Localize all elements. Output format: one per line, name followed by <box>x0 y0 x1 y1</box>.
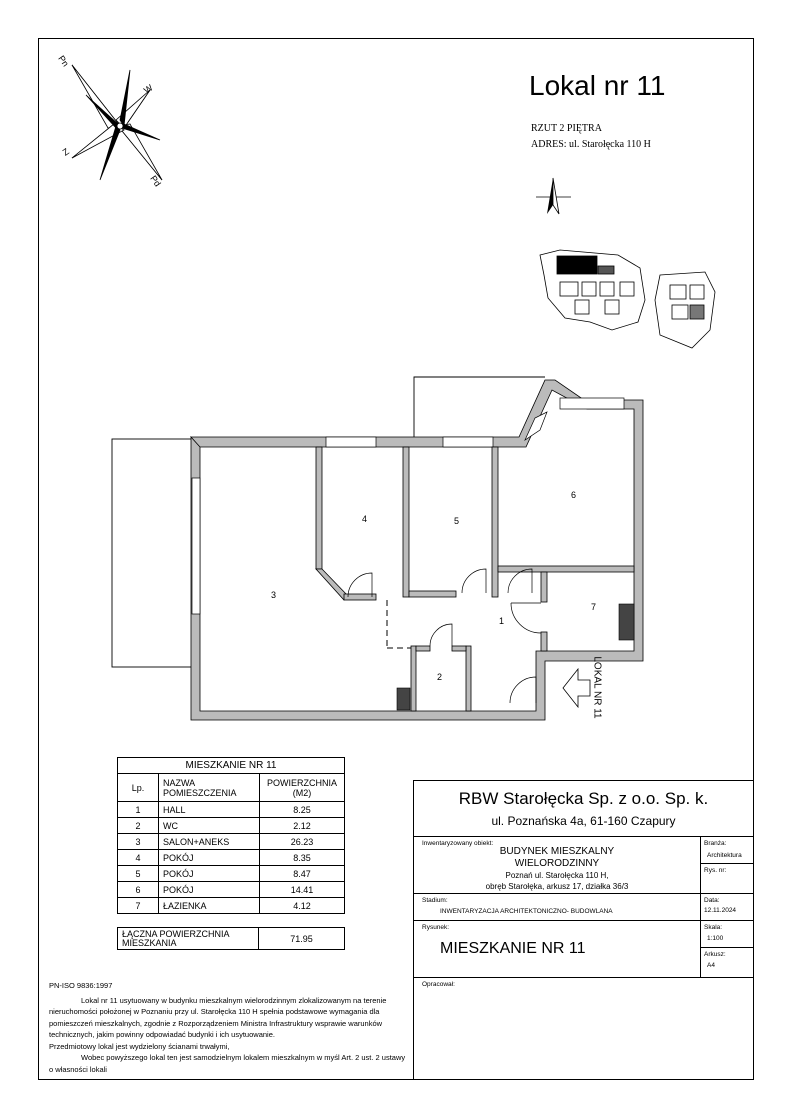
col-lp: Lp. <box>118 774 159 802</box>
compass-label-w: W <box>141 82 155 96</box>
note-paragraph-1: Lokal nr 11 usytuowany w budynku mieszkalnym wielorodzinnym zlokalizowanym na terenie nieruchomości położonej w Poznaniu przy ul. Starołęcka 110 H spełnia podstawowe wymagania dla pomieszczeń mieszkalnych, zgodnie z Rozporządzeniem Ministra Infrastruktury wsprawie warunków technicznych, jakim powinny odpowiadać budynki i ich usytuowanie. <box>49 995 387 1039</box>
compass-label-pd: Pd <box>148 173 163 189</box>
row-lp: 3 <box>118 834 159 850</box>
drawing-value: MIESZKANIE NR 11 <box>440 940 586 957</box>
row-lp: 6 <box>118 882 159 898</box>
object-line-3: Poznań ul. Starołęcka 110 H, <box>505 871 609 880</box>
scale-value: 1:100 <box>707 935 724 942</box>
title-block <box>413 780 754 1080</box>
room-number-5: 5 <box>454 516 460 526</box>
row-name: POKÓJ <box>159 866 260 882</box>
row-name: ŁAZIENKA <box>159 898 260 914</box>
compass-label-pn: Pn <box>56 53 71 69</box>
room-number-6: 6 <box>571 490 577 500</box>
room-number-2: 2 <box>437 672 443 682</box>
drawing-no-label: Rys. nr: <box>704 867 727 874</box>
room-table <box>117 757 345 914</box>
floor-plan <box>112 377 643 720</box>
row-lp: 4 <box>118 850 159 866</box>
room-number-4: 4 <box>362 514 368 524</box>
total-value: 71.95 <box>259 928 345 950</box>
row-name: POKÓJ <box>159 850 260 866</box>
branch-label: Branża: <box>704 840 727 847</box>
table-row <box>118 866 345 882</box>
entrance-label: LOKAL NR 11 <box>591 656 603 719</box>
table-row <box>118 850 345 866</box>
prepared-label: Opracował: <box>422 981 455 988</box>
row-area: 8.47 <box>260 866 345 882</box>
row-name: WC <box>159 818 260 834</box>
sheet-value: A4 <box>707 962 715 969</box>
row-area: 8.25 <box>260 802 345 818</box>
col-area: POWIERZCHNIA (M2) <box>260 774 345 802</box>
row-area: 8.35 <box>260 850 345 866</box>
branch-value: Architektura <box>707 852 742 859</box>
row-lp: 1 <box>118 802 159 818</box>
row-lp: 2 <box>118 818 159 834</box>
date-value: 12.11.2024 <box>704 907 737 914</box>
date-label: Data: <box>704 897 720 904</box>
room-number-3: 3 <box>271 590 277 600</box>
page-title: Lokal nr 11 <box>529 70 666 101</box>
row-area: 2.12 <box>260 818 345 834</box>
row-lp: 5 <box>118 866 159 882</box>
scale-label: Skala: <box>704 924 723 931</box>
table-row <box>118 898 345 914</box>
object-label: Inwentaryzowany obiekt: <box>422 840 494 847</box>
north-arrow-icon <box>536 178 571 214</box>
note-paragraph-3: Wobec powyższego lokal ten jest samodzielnym lokalem mieszkalnym w myśl Art. 2 ust. 2 ustawy o własności lokali <box>49 1053 406 1074</box>
total-table <box>117 927 345 950</box>
row-lp: 7 <box>118 898 159 914</box>
stage-label: Stadium: <box>422 897 448 904</box>
address-label: ADRES: ul. Starołęcka 110 H <box>531 139 651 150</box>
note-paragraph-2: Przedmiotowy lokal jest wydzielony ścianami trwałymi, <box>49 1041 230 1051</box>
row-name: HALL <box>159 802 260 818</box>
standard-note: PN-ISO 9836:1997 <box>49 981 113 990</box>
notes <box>49 980 409 1075</box>
compass-label-z: Z <box>60 146 71 158</box>
object-line-1: BUDYNEK MIESZKALNY <box>499 846 615 857</box>
total-label: ŁĄCZNA POWIERZCHNIA MIESZKANIA <box>118 928 259 950</box>
row-area: 26.23 <box>260 834 345 850</box>
company-address: ul. Poznańska 4a, 61-160 Czapury <box>491 814 676 828</box>
table-row <box>118 818 345 834</box>
sheet-label: Arkusz: <box>704 951 726 958</box>
table-row <box>118 882 345 898</box>
row-area: 4.12 <box>260 898 345 914</box>
company-name: RBW Starołęcka Sp. z o.o. Sp. k. <box>458 789 709 808</box>
key-plan-icon <box>540 250 715 348</box>
col-name: NAZWA POMIESZCZENIA <box>159 774 260 802</box>
drawing-label: Rysunek: <box>422 924 450 931</box>
room-table-title: MIESZKANIE NR 11 <box>118 758 345 774</box>
table-row <box>118 834 345 850</box>
row-name: SALON+ANEKS <box>159 834 260 850</box>
object-line-4: obręb Starołęka, arkusz 17, działka 36/3 <box>485 882 629 891</box>
stage-value: INWENTARYZACJA ARCHITEKTONICZNO- BUDOWLANA <box>440 908 613 915</box>
row-name: POKÓJ <box>159 882 260 898</box>
room-number-1: 1 <box>499 616 505 626</box>
table-row <box>118 802 345 818</box>
room-number-7: 7 <box>591 602 597 612</box>
object-line-2: WIELORODZINNY <box>514 858 600 869</box>
floor-label: RZUT 2 PIĘTRA <box>531 123 602 134</box>
row-area: 14.41 <box>260 882 345 898</box>
